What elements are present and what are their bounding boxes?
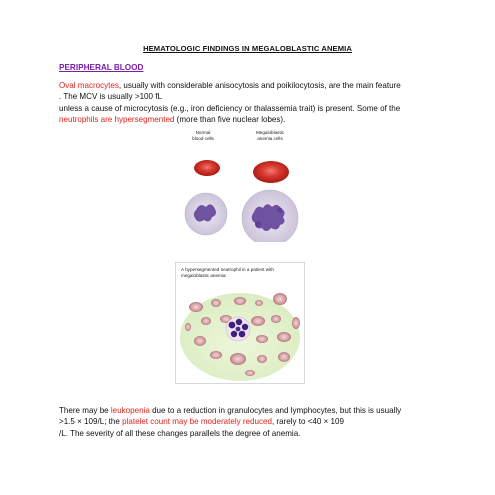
text-span: There may be [59, 406, 111, 415]
caption-line: A hypersegmented neutrophil in a patient with [181, 267, 274, 272]
macrocyte-red-cell [253, 161, 289, 183]
nucleus-lobe [236, 327, 241, 332]
paragraph-line [59, 80, 449, 91]
caption-line: megaloblastic anemia: [181, 273, 227, 278]
red-cell [292, 317, 300, 329]
figure-normal-vs-megaloblastic [176, 128, 302, 242]
text-span: , usually with considerable anisocytosis and poikilocytosis, are the main feature [118, 81, 401, 90]
red-cell [230, 353, 246, 365]
red-cell [255, 300, 263, 306]
page-title: HEMATOLOGIC FINDINGS IN MEGALOBLASTIC ANEMIA [143, 44, 352, 53]
section-heading: PERIPHERAL BLOOD [59, 63, 144, 72]
blood-smear-illustration [176, 263, 304, 383]
red-cell [251, 316, 265, 326]
nucleus-lobe [239, 331, 246, 338]
red-cell [234, 297, 246, 305]
paragraph-line: unless a cause of microcytosis (e.g., iron deficiency or thalassemia trait) is present. Some of the [59, 103, 401, 113]
paragraph-peripheral-blood [59, 80, 449, 126]
highlight-hypersegmented-neutrophils: neutrophils are hypersegmented [59, 115, 175, 125]
paragraph-leukopenia [59, 405, 449, 439]
caption-line: blood cells [192, 135, 214, 141]
caption-line: anemia cells [257, 135, 283, 141]
caption-line: Megaloblastic [255, 130, 285, 135]
text-span: >1.5 × 109/L; the [59, 417, 123, 427]
red-cell [185, 323, 191, 331]
nucleus-lobe [277, 207, 282, 212]
nucleus-lobe [231, 331, 237, 337]
paragraph-line: . The MCV is usually >100 fL [59, 92, 162, 102]
paragraph-line [59, 405, 449, 416]
text-span: due to a reduction in granulocytes and lymphocytes, but this is usually [149, 406, 402, 415]
red-cell [201, 317, 211, 325]
cells-illustration [176, 128, 302, 242]
figure-hypersegmented-neutrophil [175, 262, 305, 384]
red-cell [189, 302, 203, 312]
nucleus-lobe [236, 319, 242, 325]
highlight-oval-macrocytes: Oval macrocytes [59, 81, 119, 90]
highlight-platelet-count: platelet count may be moderately reduced [122, 417, 272, 427]
red-cell [210, 351, 222, 359]
paragraph-line: /L. The severity of all these changes parallels the degree of anemia. [59, 428, 301, 438]
red-cell [273, 293, 287, 305]
nucleus-lobe [242, 324, 248, 330]
red-cell [211, 299, 221, 307]
nucleus-lobe [255, 221, 261, 227]
caption-line: Normal [195, 130, 211, 135]
normal-red-cell [194, 160, 220, 176]
text-span: (more than five nuclear lobes). [174, 115, 286, 125]
paragraph-line [59, 416, 449, 427]
red-cell [278, 352, 290, 362]
red-cell [245, 370, 255, 376]
paragraph-line [59, 114, 449, 125]
red-cell [257, 355, 267, 363]
text-span: , rarely to <40 × 109 [271, 417, 344, 427]
neutrophil [226, 317, 250, 341]
nucleus-lobe [229, 322, 236, 329]
red-cell [277, 332, 291, 342]
red-cell [256, 335, 268, 343]
highlight-leukopenia: leukopenia [110, 406, 150, 415]
red-cell [194, 336, 206, 346]
red-cell [271, 315, 281, 323]
